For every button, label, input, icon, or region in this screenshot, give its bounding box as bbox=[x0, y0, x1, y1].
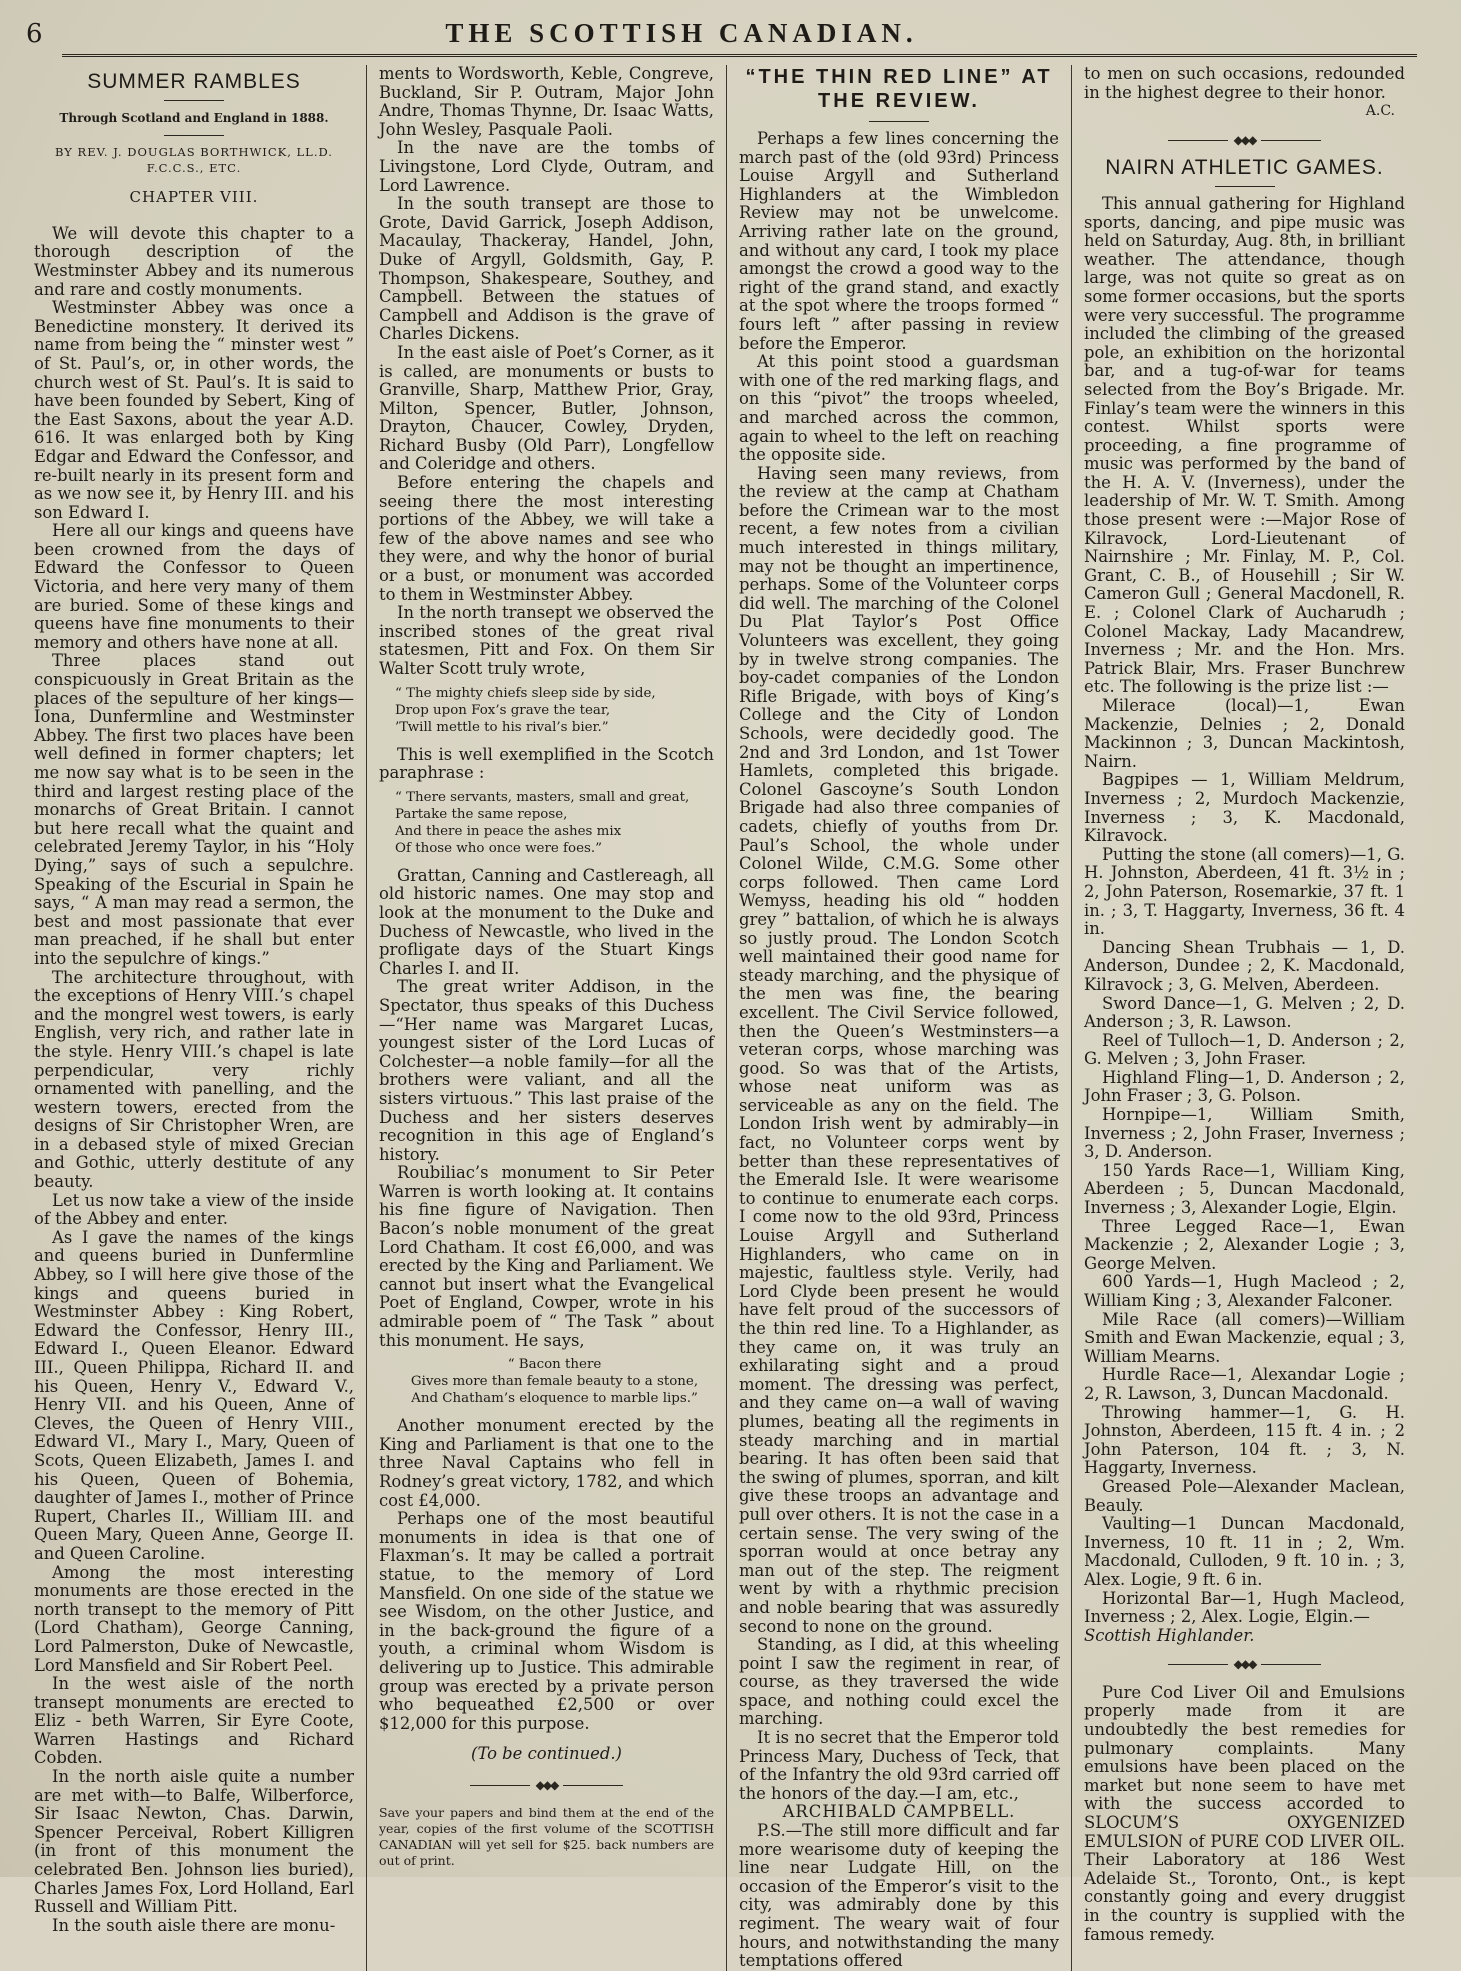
ornament-divider: ◆◆◆ bbox=[379, 1776, 714, 1795]
paragraph: It is no secret that the Emperor told Princess Mary, Duchess of Teck, that of the Infantry the old 93rd carried off the honors of the day.—I am, etc., bbox=[739, 1728, 1059, 1803]
prize-entry: Mile Race (all comers)—William Smith and Ewan Mackenzie, equal ; 3, William Mearns. bbox=[1084, 1309, 1405, 1366]
column-4 bbox=[1072, 65, 1417, 1971]
prize-entry: Highland Fling—1, D. Anderson ; 2, John Fraser ; 3, G. Polson. bbox=[1084, 1067, 1405, 1106]
prize-entry: 600 Yards—1, Hugh Macleod ; 2, William King ; 3, Alexander Falconer. bbox=[1084, 1272, 1405, 1310]
paragraph: Let us now take a view of the inside of the Abbey and enter. bbox=[34, 1190, 354, 1229]
source-credit: Scottish Highlander. bbox=[1084, 1625, 1255, 1645]
advertisement: Pure Cod Liver Oil and Emulsions properly made from it are undoubtedly the best remedies for pulmonary complaints. Many emulsions have been placed on the market but none seem to have met with the success accorded to SLOCUM’S OXYGENIZED EMULSION of PURE COD LIVER OIL. Their Laboratory at 186 West Adelaide St., Toronto, Ont., is kept constantly going and every druggist in the country is supplied with the famous remedy. bbox=[1084, 1682, 1405, 1944]
paragraph: Here all our kings and queens have been crowned from the days of Edward the Confessor to Queen Victoria, and here very many of them are buried. Some of these kings and queens have fine monuments to their memory and others have none at all. bbox=[34, 521, 354, 652]
paragraph: to men on such occasions, redounded in the highest degree to their honor. bbox=[1084, 64, 1405, 102]
paragraph: In the north aisle quite a number are met with—to Balfe, Wilberforce, Sir Isaac Newton, Chas. Darwin, Spencer Perceival, Robert Killigren (in front of this monument the celebrated Ben. Johnson lies buried), Charles James Fox, Lord Holland, Earl Russell and William Pitt. bbox=[34, 1767, 354, 1917]
column-2 bbox=[367, 65, 727, 1971]
article-headline-thin-red-line: “THE THIN RED LINE” AT THE REVIEW. bbox=[745, 66, 1053, 112]
binding-notice: Save your papers and bind them at the end of the year, copies of the first volume of the SCOTTISH CANADIAN will yet sell for $25. back numbers are out of print. bbox=[379, 1804, 714, 1868]
prize-entry: Sword Dance—1, G. Melven ; 2, D. Anderson ; 3, R. Lawson. bbox=[1084, 993, 1405, 1032]
article-subheadline: Through Scotland and England in 1888. bbox=[59, 110, 329, 125]
initials-signature: A.C. bbox=[1365, 103, 1395, 120]
paragraph: Perhaps one of the most beautiful monuments in idea is that one of Flaxman’s. It may be called a portrait statue, to the memory of Lord Mansfield. On one side of the statue we see Wisdom, on the other Justice, and in the back-ground the figure of a youth, a criminal whom Wisdom is delivering up to Justice. This admirable group was erected by a private person who bequeathed £2,500 or over $12,000 for this purpose. bbox=[379, 1509, 714, 1733]
ornament-divider: ◆◆◆ bbox=[1084, 1655, 1405, 1674]
verse-quote bbox=[389, 685, 714, 736]
verse-quote bbox=[389, 789, 714, 857]
byline-author: BY REV. J. DOUGLAS BORTHWICK, LL.D. bbox=[55, 145, 333, 160]
column-3 bbox=[727, 65, 1072, 1971]
verse-line: And there in peace the ashes mix bbox=[395, 823, 622, 839]
prize-entry: Throwing hammer—1, G. H. Johnston, Aberdeen, 115 ft. 4 in. ; 2 John Paterson, 104 ft. ; 3, N. Haggarty, Inverness. bbox=[1084, 1402, 1405, 1478]
verse-line: Partake the same repose, bbox=[395, 806, 568, 822]
divider bbox=[164, 100, 224, 101]
prize-entry: Dancing Shean Trubhais — 1, D. Anderson, Dundee ; 2, K. Macdonald, Kilravock ; 3, G. Melven, Aberdeen. bbox=[1084, 937, 1405, 994]
paragraph: In the south aisle there are monu- bbox=[52, 1915, 336, 1935]
prize-entry: Horizontal Bar—1, Hugh Macleod, Inverness ; 2, Alex. Logie, Elgin.— bbox=[1084, 1588, 1405, 1627]
paragraph: In the north transept we observed the inscribed stones of the great rival statesmen, Pitt and Fox. On them Sir Walter Scott truly wrote, bbox=[379, 603, 714, 678]
prize-entry: Hornpipe—1, William Smith, Inverness ; 2, John Fraser, Inverness ; 3, D. Anderson. bbox=[1084, 1105, 1405, 1162]
verse-line: ’Twill mettle to his rival’s bier.” bbox=[395, 719, 609, 735]
article-headline-nairn-games: NAIRN ATHLETIC GAMES. bbox=[1105, 156, 1384, 180]
column-1 bbox=[22, 65, 367, 1971]
paragraph: Before entering the chapels and seeing there the most interesting portions of the Abbey, we will take a few of the above names and see who they were, and why the honor of burial or a bust, or monument was accorded to them in Westminster Abbey. bbox=[379, 473, 714, 604]
paragraph: As I gave the names of the kings and queens buried in Dunfermline Abbey, so I will here give those of the kings and queens buried in Westminster Abbey : King Robert, Edward the Confessor, Henry III., Edward I., Queen Eleanor. Edward III., Queen Philippa, Richard II. and his Queen, Henry V., Edward V., Henry VII. and his Queen, Anne of Cleves, the Queen of Henry VIII., Edward VI., Mary I., Mary, Queen of Scots, Queen Elizabeth, James I. and his Queen, Queen of Bohemia, daughter of James I., mother of Prince Rupert, Charles II., William III. and Queen Mary, Queen Anne, George II. and Queen Caroline. bbox=[34, 1227, 354, 1563]
verse-quote bbox=[389, 1356, 714, 1407]
paragraph: ments to Wordsworth, Keble, Congreve, Buckland, Sir P. Outram, Major John Andre, Thomas Thynne, Dr. Isaac Watts, John Wesley, Pasquale Paoli. bbox=[379, 64, 714, 139]
prize-entry: Reel of Tulloch—1, D. Anderson ; 2, G. Melven ; 3, John Fraser. bbox=[1084, 1030, 1405, 1069]
paragraph: The great writer Addison, in the Spectator, thus speaks of this Duchess—“Her name was Margaret Lucas, youngest sister of the Lord Lucas of Colchester—a noble family—for all the brothers were valiant, and all the sisters virtuous.” This last praise of the Duchess and her sisters deserves recognition in this age of England’s history. bbox=[379, 977, 714, 1164]
ornament-divider: ◆◆◆ bbox=[1084, 131, 1405, 150]
paragraph: In the south transept are those to Grote, David Garrick, Joseph Addison, Macaulay, Thackeray, Handel, John, Duke of Argyll, Goldsmith, Gay, P. Thompson, Shakespeare, Southey, and Campbell. Between the statues of Campbell and Addison is the grave of Charles Dickens. bbox=[379, 194, 714, 344]
postscript: P.S.—The still more difficult and far more wearisome duty of keeping the line near Ludgate Hill, on the occasion of the Emperor’s visit to the city, was admirably done by this regiment. The weary wait of four hours, and notwithstanding the many temptations offered bbox=[739, 1821, 1059, 1971]
byline-credentials: F.C.C.S., ETC. bbox=[146, 161, 242, 176]
verse-line: Drop upon Fox’s grave the tear, bbox=[395, 702, 611, 718]
paragraph: This is well exemplified in the Scotch paraphrase : bbox=[379, 744, 714, 783]
paragraph: Three places stand out conspicuously in Great Britain as the places of the sepulture of her kings—Iona, Dunfermline and Westminster Abbey. The first two places have been well defined in former chapters; let me now say what is to be seen in the third and largest resting place of the monarchs of Great Britain. I cannot but here recall what the quaint and celebrated Jeremy Taylor, in his “Holy Dying,” says of such a sepulchre. Speaking of the Escurial in Spain he says, “ A man may read a sermon, the best and most passionate that ever man preached, if he shall but enter into the sepulchre of kings.” bbox=[34, 651, 354, 968]
verse-line: “ Bacon there bbox=[507, 1357, 602, 1373]
prize-entry: Bagpipes — 1, William Meldrum, Inverness ; 2, Murdoch Mackenzie, Inverness ; 3, K. Macdonald, Kilravock. bbox=[1084, 770, 1405, 846]
page-number: 6 bbox=[26, 19, 43, 49]
prize-entry: Three Legged Race—1, Ewan Mackenzie ; 2, Alexander Logie ; 3, George Melven. bbox=[1084, 1216, 1405, 1273]
prize-entry: Hurdle Race—1, Alexandar Logie ; 2, R. Lawson, 3, Duncan Macdonald. bbox=[1084, 1365, 1405, 1403]
paragraph: In the east aisle of Poet’s Corner, as it is called, are monuments or busts to Granville, Sharp, Matthew Prior, Gray, Milton, Spencer, Butler, Johnson, Drayton, Chaucer, Cowley, Dryden, Richard Busby (Old Parr), Longfellow and Coleridge and others. bbox=[379, 342, 714, 474]
verse-line: “ There servants, masters, small and great, bbox=[395, 789, 690, 805]
paragraph: Standing, as I did, at this wheeling point I saw the regiment in rear, of course, as they traversed the wide space, and nothing could excel the marching. bbox=[739, 1635, 1059, 1729]
signature: ARCHIBALD CAMPBELL. bbox=[782, 1802, 1016, 1822]
divider bbox=[1215, 186, 1275, 187]
paragraph: Roubiliac’s monument to Sir Peter Warren is worth looking at. It contains his fine figure of Navigation. Then Bacon’s noble monument of the great Lord Chatham. It cost £6,000, and was erected by the King and Parliament. We cannot but insert what the Evangelical Poet of England, Cowper, wrote in his admirable poem of “ The Task ” about this monument. He says, bbox=[379, 1163, 714, 1350]
article-headline-summer-rambles: SUMMER RAMBLES bbox=[87, 70, 301, 93]
paragraph: Among the most interesting monuments are those erected in the north transept to the memory of Pitt (Lord Chatham), George Canning, Lord Palmerston, Duke of Newcastle, Lord Mansfield and Sir Robert Peel. bbox=[34, 1562, 354, 1675]
paragraph: At this point stood a guardsman with one of the red marking flags, and on this “pivot” the troops wheeled, and marched across the common, again to wheel to the left on reaching the opposite side. bbox=[739, 352, 1059, 465]
paragraph: This annual gathering for Highland sports, dancing, and pipe music was held on Saturday, Aug. 8th, in brilliant weather. The attendance, though large, was not quite so great as on some former occasions, but the sports were very successful. The programme included the climbing of the greased pole, an exhibition on the horizontal bar, and a tug-of-war for teams selected from the Boy’s Brigade. Mr. Finlay’s team were the winners in this contest. Whilst sports were proceeding, a fine programme of music was performed by the band of the H. A. V. (Inverness), under the leadership of Mr. W. T. Smith. Among those present were :—Major Rose of Kilravock, Lord-Lieutenant of Nairnshire ; Mr. Finlay, M. P., Col. Grant, C. B., of Househill ; Sir W. Cameron Gull ; General Macdonell, R. E. ; Colonel Clark of Aucharudh ; Colonel Mackay, Lady Macandrew, Inverness ; Mr. and the Hon. Mrs. Patrick Blair, Mrs. Fraser Bunchrew etc. The following is the prize list :— bbox=[1084, 193, 1405, 697]
verse-line: Of those who once were foes.” bbox=[395, 840, 602, 856]
prize-entry: Vaulting—1 Duncan Macdonald, Inverness, 10 ft. 11 in ; 2, Wm. Macdonald, Culloden, 9 ft. 10 in. ; 3, Alex. Logie, 9 ft. 6 in. bbox=[1084, 1514, 1405, 1589]
article-body bbox=[34, 225, 354, 1936]
masthead bbox=[26, 18, 1417, 57]
paragraph: In the nave are the tombs of Livingstone, Lord Clyde, Outram, and Lord Lawrence. bbox=[379, 138, 714, 195]
paper-title: THE SCOTTISH CANADIAN. bbox=[445, 18, 918, 48]
chapter-heading: CHAPTER VIII. bbox=[129, 188, 259, 207]
prize-entry: 150 Yards Race—1, William King, Aberdeen ; 5, Duncan Macdonald, Inverness ; 3, Alexander Logie, Elgin. bbox=[1084, 1160, 1405, 1218]
divider bbox=[164, 135, 224, 136]
byline bbox=[34, 144, 354, 176]
paragraph: In the west aisle of the north transept monuments are erected to Eliz - beth Warren, Sir Eyre Coote, Warren Hastings and Richard Cobden. bbox=[34, 1674, 354, 1768]
divider bbox=[869, 121, 929, 122]
paragraph: The architecture throughout, with the exceptions of Henry VIII.’s chapel and the mongrel west towers, is early English, very rich, and rather late in the style. Henry VIII.’s chapel is late perpendicular, very richly ornamented with panelling, and the western towers, erected from the designs of Sir Christopher Wren, are in a debased style of mixed Grecian and Gothic, utterly destitute of any beauty. bbox=[34, 967, 354, 1192]
paragraph: We will devote this chapter to a thorough description of the Westminster Abbey and its numerous and rare and costly monuments. bbox=[34, 223, 354, 299]
prize-entry: Putting the stone (all comers)—1, G. H. Johnston, Aberdeen, 41 ft. 3½ in ; 2, John Paterson, Rosemarkie, 37 ft. 1 in. ; 3, T. Haggarty, Inverness, 36 ft. 4 in. bbox=[1084, 844, 1405, 939]
verse-line: Gives more than female beauty to a stone, bbox=[410, 1374, 699, 1390]
to-be-continued: (To be continued.) bbox=[471, 1744, 622, 1764]
verse-line: “ The mighty chiefs sleep side by side, bbox=[395, 685, 656, 701]
prize-entry: Milerace (local)—1, Ewan Mackenzie, Delnies ; 2, Donald Mackinnon ; 3, Duncan Mackintosh, Nairn. bbox=[1084, 696, 1405, 771]
paragraph: Having seen many reviews, from the review at the camp at Chatham before the Crimean war to the most recent, a few notes from a civilian much interested in things military, may not be thought an impertinence, perhaps. Some of the Volunteer corps did well. The marching of the Colonel Du Plat Taylor’s Post Office Volunteers was excellent, they going by in twelve strong companies. The boy-cadet companies of the London Rifle Brigade, with boys of King’s College and the City of London Schools, were decidedly good. The 2nd and 3rd London, and 1st Tower Hamlets, completed this brigade. Colonel Gascoyne’s South London Brigade had also three companies of cadets, chiefly of youths from Dr. Paul’s School, the whole under Colonel Wilde, C.M.G. Some other corps followed. Then came Lord Wemyss, heading his old “ hodden grey ” battalion, of which he is always so justly proud. The London Scotch well maintained their good name for steady marching, and the physique of the men was fine, the bearing excellent. The Civil Service followed, then the Queen’s Westminsters—a veteran corps, whose marching was good. So was that of the Artists, whose neat uniform was as serviceable as any on the field. The London Irish went by admirably—in fact, no Volunteer corps went by better than these representatives of the Emerald Isle. It were wearisome to continue to enumerate each corps. I come now to the old 93rd, Princess Louise Argyll and Sutherland Highlanders, who came on in majestic, faultless style. Verily, had Lord Clyde been present he would have felt proud of the successors of the thin red line. To a Highlander, as they came on, it was truly an exhilarating sight and a proud moment. The dressing was perfect, and they came on—a wall of waving plumes, beating all the regiments in steady marching and in martial bearing. It has often been said that the swing of plumes, sporran, and kilt give these troops an advantage and pull over others. It is not the case in a certain sense. The very swing of the sporran would at once betray any man out of the step. The reigment went by with a rhythmic precision and noble bearing that was assuredly second to none on the ground. bbox=[739, 463, 1059, 1636]
verse-line: And Chatham’s eloquence to marble lips.” bbox=[411, 1391, 698, 1407]
paragraph: Perhaps a few lines concerning the march past of the (old 93rd) Princess Louise Argyll and Sutherland Highlanders at the Wimbledon Review may not be unwelcome. Arriving rather late on the ground, and without any card, I took my place amongst the crowd a good way to the right of the grand stand, and exactly at the spot where the troops formed “ fours left ” after passing in review before the Emperor. bbox=[739, 129, 1059, 353]
prize-entry: Greased Pole—Alexander Maclean, Beauly. bbox=[1084, 1476, 1405, 1515]
paragraph: Grattan, Canning and Castlereagh, all old historic names. One may stop and look at the monument to the Duke and Duchess of Newcastle, who lived in the profligate days of the Stuart Kings Charles I. and II. bbox=[379, 865, 714, 978]
paragraph: Westminster Abbey was once a Benedictine monstery. It derived its name from being the “ minster west ” of St. Paul’s, or, in other words, the church west of St. Paul’s. It is said to have been founded by Sebert, King of the East Saxons, about the year A.D. 616. It was enlarged both by King Edgar and Edward the Confessor, and re-built nearly in its present form and as we now see it, by Henry III. and his son Edward I. bbox=[34, 298, 354, 522]
article-columns bbox=[22, 64, 1417, 1971]
paragraph: Another monument erected by the King and Parliament is that one to the three Naval Captains who fell in Rodney’s great victory, 1782, and which cost £4,000. bbox=[379, 1416, 714, 1510]
